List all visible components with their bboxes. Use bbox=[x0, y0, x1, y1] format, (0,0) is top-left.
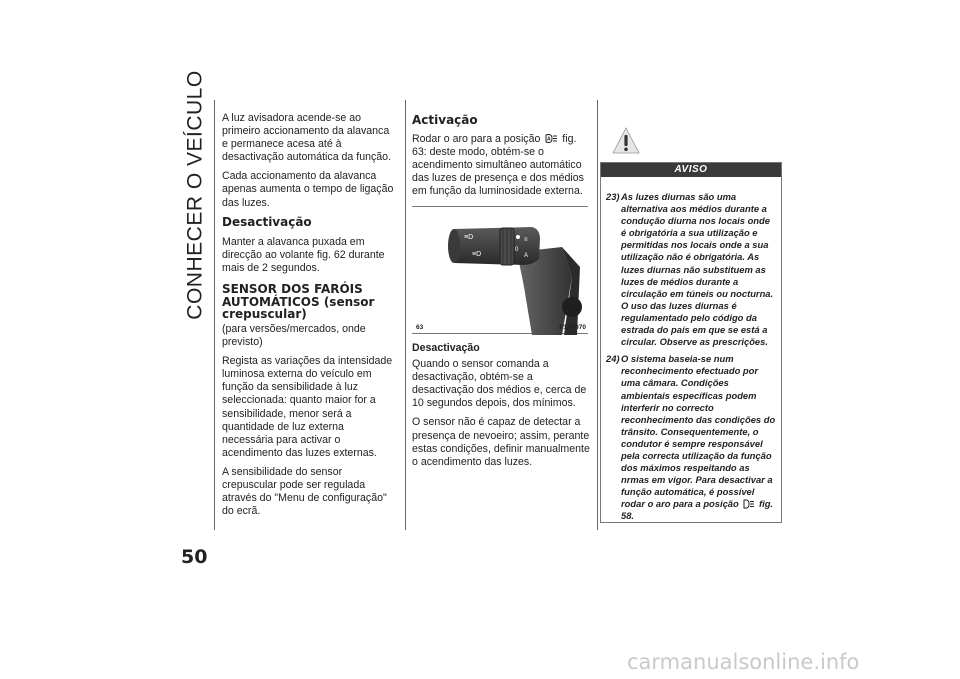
figure-number: 63 bbox=[416, 323, 424, 331]
text-fragment: fig. 63: deste modo, obtém-se o acendimento simultâneo automático das luzes de presença e dos médios em função da luminosidade externa. bbox=[412, 132, 584, 197]
svg-text:A: A bbox=[524, 252, 529, 259]
paragraph: Regista as variações da intensidade luminosa externa do veículo em função da sensibilidade à luz seleccionada: quanto maior for a sensibilidade, menor será a quantidade de luz externa necessária para activar o acendimento das luzes externas. bbox=[222, 355, 393, 459]
warning-list bbox=[601, 177, 781, 523]
divider-middle bbox=[405, 100, 406, 530]
paragraph: Cada accionamento da alavanca apenas aumenta o tempo de ligação das luzes. bbox=[222, 170, 394, 209]
warning-item-23 bbox=[606, 191, 777, 348]
divider-right bbox=[597, 100, 598, 530]
paragraph: Manter a alavanca puxada em direcção ao volante fig. 62 durante mais de 2 segundos. bbox=[222, 236, 385, 275]
svg-text:≡D: ≡D bbox=[464, 233, 474, 241]
auto-headlight-icon bbox=[544, 133, 558, 144]
warning-header: AVISO bbox=[601, 163, 781, 177]
svg-text:A: A bbox=[547, 136, 551, 142]
column-2 bbox=[412, 112, 590, 475]
light-stalk-illustration bbox=[412, 207, 588, 335]
paragraph: A luz avisadora acende-se ao primeiro accionamento da alavanca e permanece acesa até à desactivação automática da função. bbox=[222, 112, 392, 164]
text-fragment: Rodar o aro para a posição bbox=[412, 132, 541, 145]
text-fragment: O sistema baseia-se num reconhecimento efectuado por uma câmara. Condições ambientais específicas podem interferir no correcto reconhecimento das condições do trânsito. Consequentemente, o condutor é sempre responsável pela correcta utilização da função dos máximos respeitando as nrmas em vigor. Para desactivar a função automática, é possível rodar o aro para a posição bbox=[621, 353, 776, 510]
svg-text:0: 0 bbox=[515, 246, 519, 253]
paragraph: Quando o sensor comanda a desactivação, obtém-se a desactivação dos médios e, cerca de 10 segundos depois, dos mínimos. bbox=[412, 358, 587, 410]
figure-code: F1A0070 bbox=[559, 323, 586, 331]
paragraph: (para versões/mercados, onde previsto) bbox=[222, 322, 366, 349]
warning-item-number: 24) bbox=[606, 353, 620, 365]
figure-63 bbox=[412, 206, 588, 334]
divider-left bbox=[214, 100, 215, 530]
warning-item-24 bbox=[606, 353, 777, 522]
warning-box bbox=[600, 162, 782, 523]
paragraph bbox=[412, 133, 590, 198]
section-heading-activacao: Activação bbox=[412, 113, 478, 127]
side-section-title bbox=[176, 70, 216, 320]
text-fragment: fig. 58. bbox=[621, 498, 774, 522]
svg-text:≡: ≡ bbox=[524, 236, 528, 243]
warning-item-text: As luzes diurnas são uma alternativa aos médios durante a condução diurna nos locais onde é obrigatória a sua utilização e permitidas nos locais onde a sua utilização não é obrigatória. As luzes diurnas não substituem as luzes de médios durante a circulação em túneis ou nocturna. O uso das luzes diurnas é regulamentado pelo código da estrada do país em que se está a circular. Observe as prescrições. bbox=[621, 191, 774, 348]
page-number: 50 bbox=[181, 546, 208, 568]
column-1 bbox=[222, 112, 398, 524]
section-heading-sensor: SENSOR DOS FARÓIS AUTOMÁTICOS (sensor crepuscular) bbox=[222, 282, 375, 322]
warning-triangle-icon bbox=[611, 126, 641, 161]
paragraph: A sensibilidade do sensor crepuscular pode ser regulada através do "Menu de configuração" do ecrã. bbox=[222, 465, 387, 518]
section-heading-desactivacao: Desactivação bbox=[222, 214, 312, 229]
headlight-icon bbox=[742, 499, 755, 509]
paragraph: O sensor não é capaz de detectar a presença de nevoeiro; assim, perante estas condições, definir manualmente o acendimento das luzes. bbox=[412, 416, 590, 468]
watermark: carmanualsonline.info bbox=[627, 650, 860, 674]
subheading-desactivacao: Desactivação bbox=[412, 341, 480, 354]
warning-item-text bbox=[621, 353, 777, 522]
warning-item-number: 23) bbox=[606, 191, 620, 202]
svg-text:≡D: ≡D bbox=[472, 250, 482, 258]
side-section-title-text: CONHECER O VEÍCULO bbox=[184, 70, 207, 320]
